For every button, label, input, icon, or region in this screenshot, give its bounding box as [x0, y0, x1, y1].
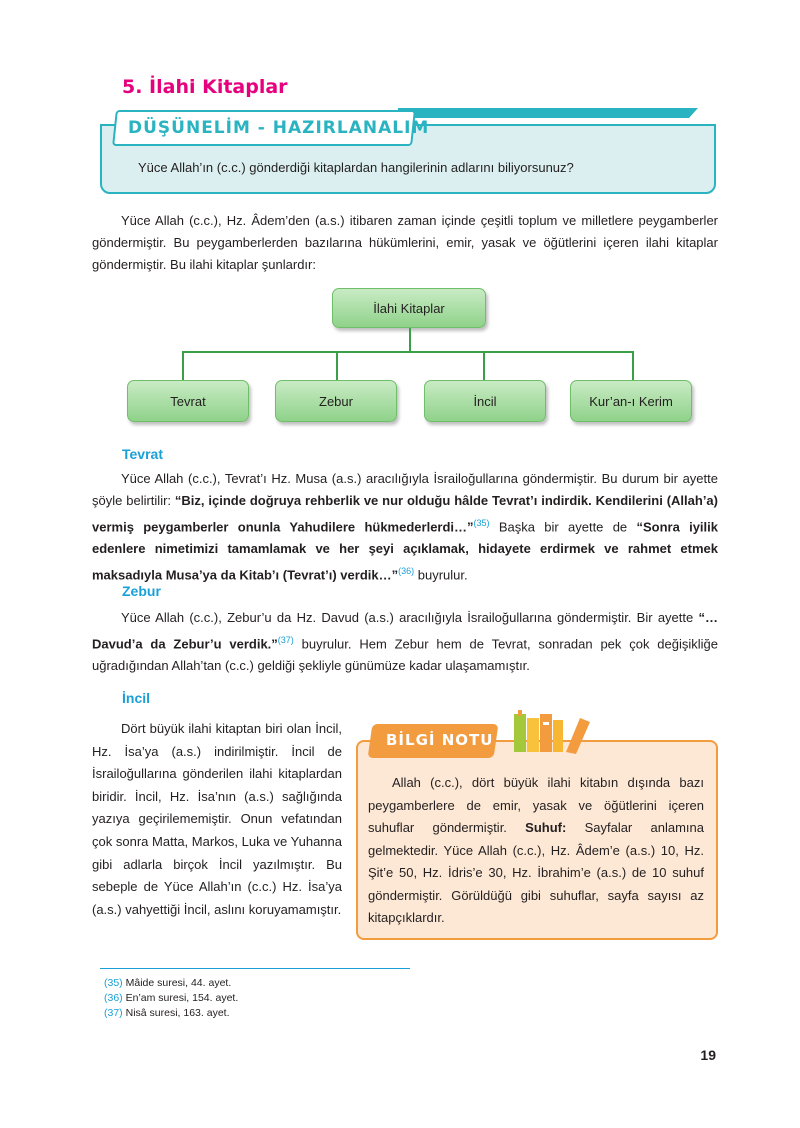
zebur-text: buyrulur. Hem Zebur hem de Tevrat, sonradan pek çok değişikliğe uğradığından Allah’tan (c.c.) geldiği şekliyle günümüze kadar ulaşamamıştır.	[92, 636, 719, 674]
diagram-node-kuran: Kur’an-ı Kerim	[570, 380, 692, 422]
intro-paragraph	[92, 210, 718, 276]
footnote-ref: (35)	[473, 518, 490, 528]
tevrat-quote: “Sonra iyilik edenlere nimetimizi tamamlamak ve her şeyi açıklamak, hidayete erdirmek ve rahmet etmek maksadıyla Musa’ya da Kitab’ı (Tevrat’ı) verdik…”	[92, 519, 718, 583]
books-icon	[510, 708, 592, 754]
intro-text: Yüce Allah (c.c.), Hz. Âdem’den (a.s.) itibaren zaman içinde çeşitli toplum ve milletlere peygamberler göndermiştir. Bu peygamberlerden bazılarına hükümlerini, emir, yasak ve öğütlerini içeren ilahi kitaplar göndermiştir. Bu ilahi kitaplar şunlardır:	[92, 213, 718, 272]
diagram-node-tevrat: Tevrat	[127, 380, 249, 422]
zebur-text: Yüce Allah (c.c.), Zebur’u da Hz. Davud (a.s.) aracılığıyla İsrailoğullarına göndermiştir. Bir ayette	[121, 610, 699, 625]
zebur-heading: Zebur	[122, 583, 161, 599]
footnote-number: (36)	[104, 992, 123, 1004]
footnote-number: (37)	[104, 1007, 123, 1019]
footnote-text: Mâide suresi, 44. ayet.	[122, 977, 232, 989]
think-title: DÜŞÜNELİM - HAZIRLANALIM	[128, 118, 430, 138]
diagram-connector	[336, 351, 338, 381]
info-note-title: BİLGİ NOTU	[386, 731, 494, 749]
footnote	[104, 1006, 230, 1021]
footnote-divider	[100, 968, 410, 969]
page-number: 19	[700, 1047, 716, 1063]
incil-paragraph	[92, 718, 342, 921]
footnote-ref: (37)	[277, 635, 294, 645]
think-tab-stripe	[398, 108, 698, 118]
think-question: Yüce Allah’ın (c.c.) gönderdiği kitaplardan hangilerinin adlarını biliyorsunuz?	[138, 160, 574, 175]
tevrat-heading: Tevrat	[122, 446, 163, 462]
zebur-paragraph	[92, 607, 718, 677]
info-note-text: Sayfalar anlamına gelmektedir. Yüce Allah (c.c.), Hz. Âdem’e (a.s.) 10, Hz. Şit’e 50, Hz. İdris’e 30, Hz. İbrahim’e (a.s.) de 10 suhuf göndermiştir. Görüldüğü gibi suhuflar, sayfa sayısı az kitapçıklardır.	[368, 820, 704, 925]
info-note-paragraph	[368, 772, 704, 930]
tevrat-paragraph	[92, 468, 718, 587]
info-note-term: Suhuf:	[525, 820, 567, 835]
diagram-connector	[182, 351, 184, 381]
footnote-text: Nisâ suresi, 163. ayet.	[122, 1007, 230, 1019]
info-note-text: Allah (c.c.), dört büyük ilahi kitabın dışında bazı peygamberlere de emir, yasak ve öğütlerini içeren suhuflar göndermiştir.	[368, 775, 704, 835]
incil-heading: İncil	[122, 690, 151, 706]
incil-text: Dört büyük ilahi kitaptan biri olan İncil, Hz. İsa’ya (a.s.) indirilmiştir. İncil de İsrailoğullarına gönderilen ilahi kitaplardan biridir. İncil, Hz. İsa’nın (a.s.) sağlığında yazıya geçirilememiştir. Onun vefatından çok sonra Matta, Markos, Luka ve Yuhanna gibi adlarla birçok İncil yazılmıştır. Bu sebeple de Yüce Allah’ın (c.c.) Hz. İsa’ya (a.s.) vahyettiği İncil, aslını koruyamamıştır.	[92, 721, 342, 917]
diagram-connector	[632, 351, 634, 381]
footnote	[104, 976, 231, 991]
tevrat-quote: “Biz, içinde doğruya rehberlik ve nur olduğu hâlde Tevrat’ı indirdik. Kendilerini (Allah’a) vermiş peygamberler onunla Yahudilere hükmederlerdi…”	[92, 493, 718, 535]
diagram-root-node: İlahi Kitaplar	[332, 288, 486, 328]
diagram-node-incil: İncil	[424, 380, 546, 422]
tevrat-text: buyrulur.	[414, 567, 468, 583]
footnote-text: En’am suresi, 154. ayet.	[122, 992, 239, 1004]
footnote-ref: (36)	[398, 566, 415, 577]
diagram-connector	[483, 351, 485, 381]
diagram-connector	[409, 328, 411, 352]
tevrat-text: Başka bir ayette de	[489, 519, 637, 535]
footnote-number: (35)	[104, 977, 123, 989]
diagram-node-zebur: Zebur	[275, 380, 397, 422]
zebur-quote: “… Davud’a da Zebur’u verdik.”	[92, 610, 718, 652]
section-title: 5. İlahi Kitaplar	[122, 76, 288, 98]
diagram-connector	[182, 351, 634, 353]
footnote	[104, 991, 238, 1006]
tevrat-text: Yüce Allah (c.c.), Tevrat’ı Hz. Musa (a.s.) aracılığıyla İsrailoğullarına göndermiştir. Bu durum bir ayette şöyle belirtilir:	[92, 471, 718, 508]
